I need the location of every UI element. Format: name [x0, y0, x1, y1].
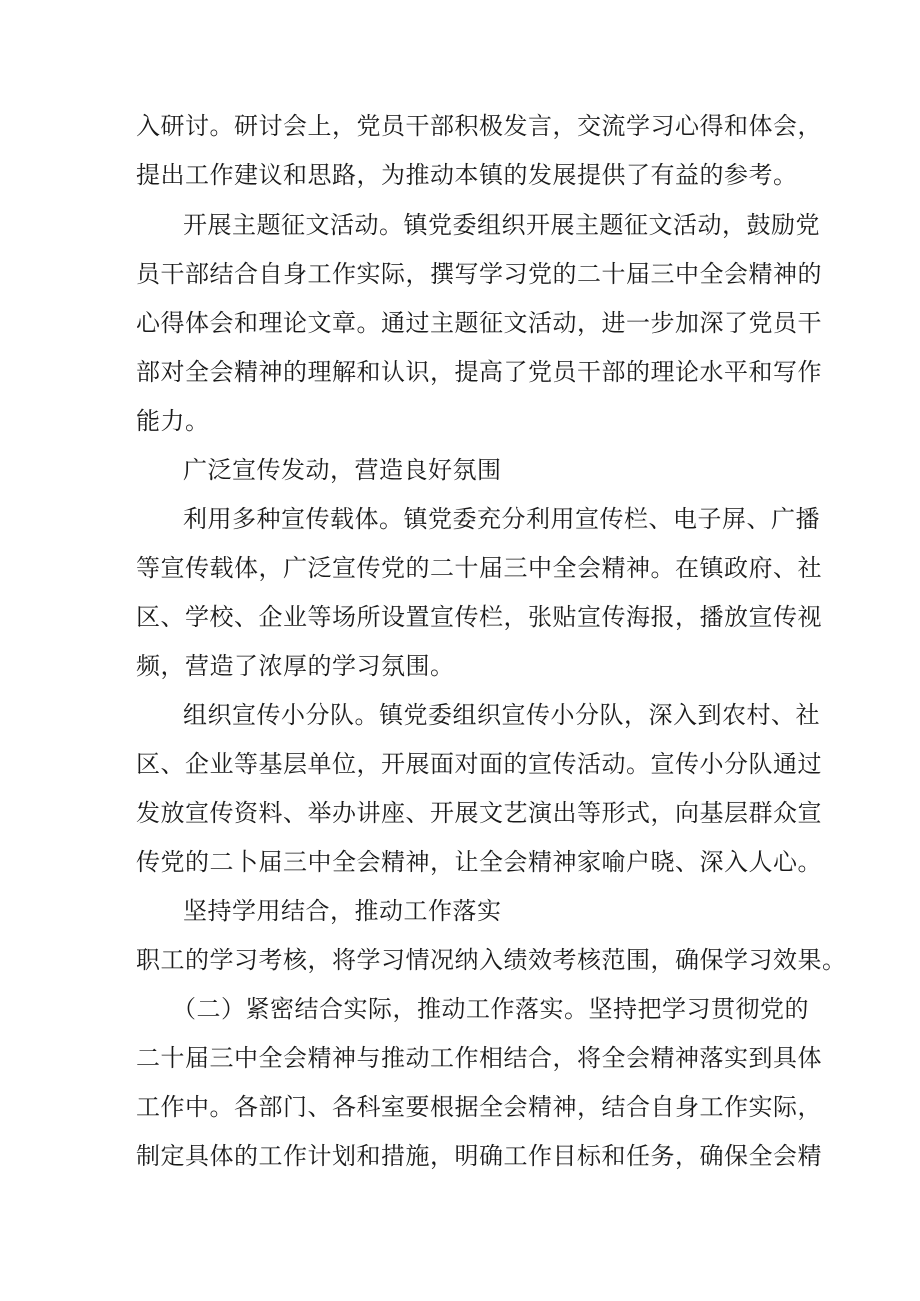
text-line: 员干部结合自身工作实际，撰写学习党的二十届三中全会精神的 — [136, 260, 822, 288]
text-line: 提出工作建议和思路，为推动本镇的发展提供了有益的参考。 — [136, 161, 798, 189]
paragraph-start-line: （二）紧密结合实际，推动工作落实。坚持把学习贯彻党的 — [172, 995, 809, 1023]
text-line: 传党的二卜届三中全会精神，让全会精神家喻户晓、深入人心。 — [136, 848, 822, 876]
paragraph-start-line: 利用多种宣传载体。镇党委充分利用宣传栏、电子屏、广播 — [183, 505, 820, 533]
text-line: 职工的学习考核，将学习情况纳入绩效考核范围，确保学习效果。 — [136, 946, 847, 974]
paragraph-start-line: 开展主题征文活动。镇党委组织开展主题征文活动，鼓励党 — [183, 211, 820, 239]
text-line: 频，营造了浓厚的学习氛围。 — [136, 652, 455, 680]
section-heading: 广泛宣传发动，营造良好氛围 — [183, 456, 502, 484]
text-line: 等宣传载体，广泛宣传党的二十届三中全会精神。在镇政府、社 — [136, 554, 822, 582]
text-line: 部对全会精神的理解和认识，提高了党员干部的理论水平和写作 — [136, 358, 822, 386]
text-line: 入研讨。研讨会上，党员干部积极发言，交流学习心得和体会， — [136, 112, 822, 140]
text-line: 发放宣传资料、举办讲座、开展文艺演出等形式，向基层群众宣 — [136, 799, 822, 827]
text-line: 区、学校、企业等场所设置宣传栏，张贴宣传海报，播放宣传视 — [136, 603, 822, 631]
text-line: 心得体会和理论文章。通过主题征文活动，进一步加深了党员干 — [136, 309, 822, 337]
paragraph-start-line: 组织宣传小分队。镇党委组织宣传小分队，深入到农村、社 — [183, 701, 820, 729]
text-line: 制定具体的工作计划和措施，明确工作目标和任务，确保全会精 — [136, 1142, 822, 1170]
text-line: 区、企业等基层单位，开展面对面的宣传活动。宣传小分队通过 — [136, 750, 822, 778]
section-heading: 坚持学用结合，推动工作落实 — [183, 897, 502, 925]
text-line: 工作中。各部门、各科室要根据全会精神，结合自身工作实际， — [136, 1093, 822, 1121]
text-line: 二十届三中全会精神与推动工作相结合，将全会精神落实到具体 — [136, 1044, 822, 1072]
text-line: 能力。 — [136, 407, 210, 435]
